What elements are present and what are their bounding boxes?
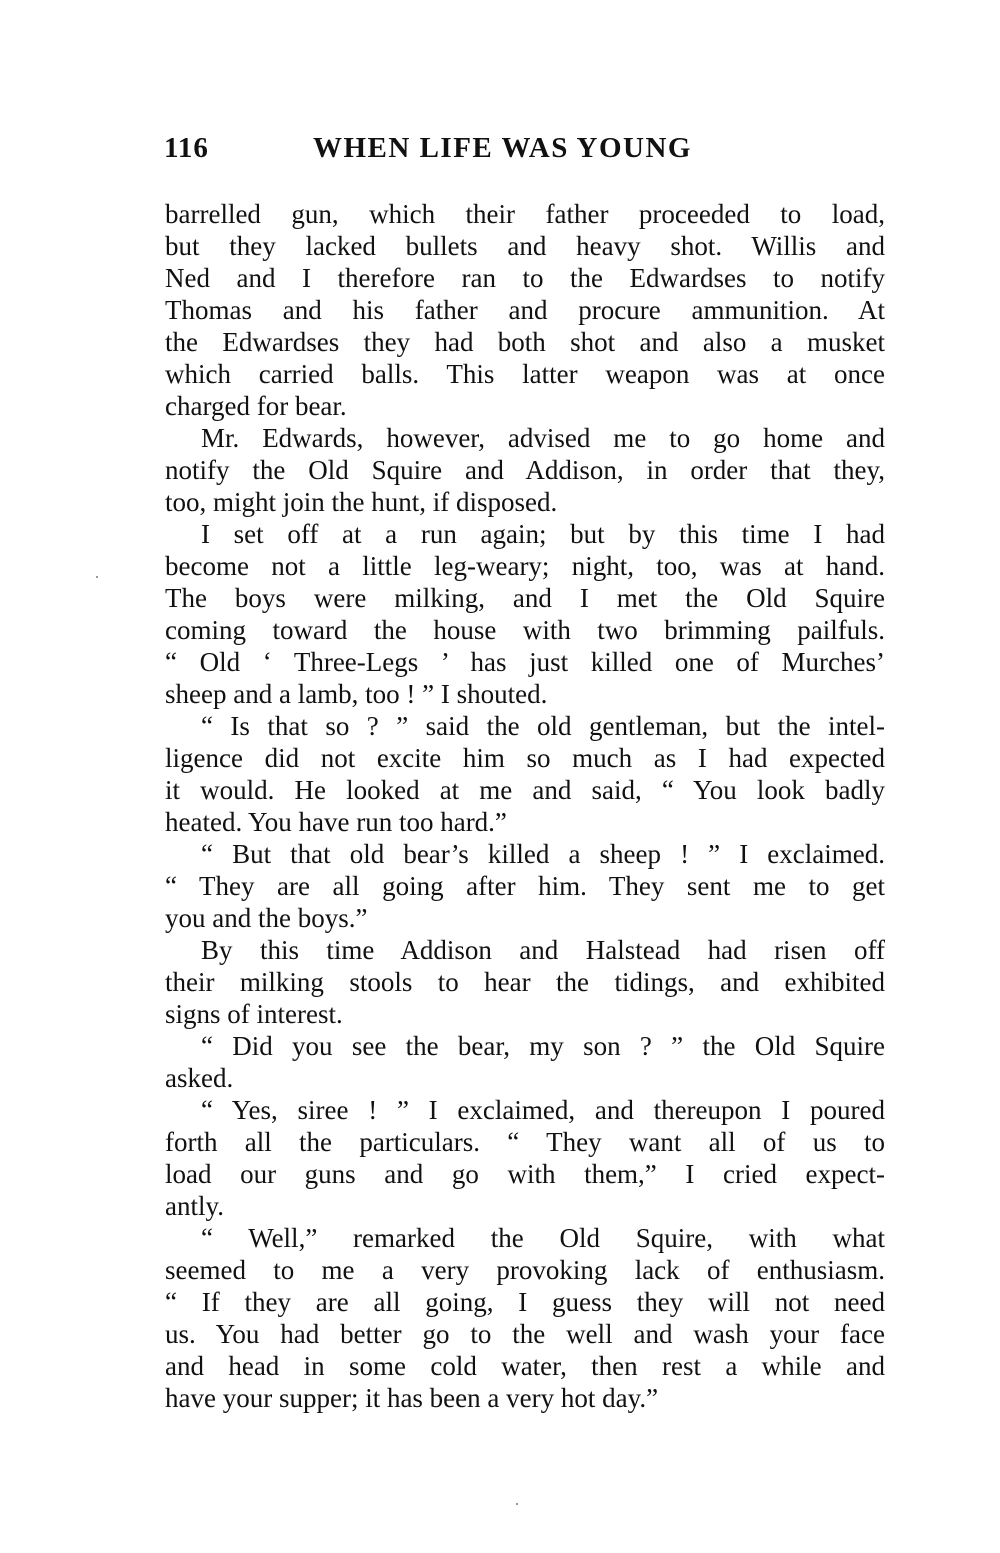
book-title: WHEN LIFE WAS YOUNG [313,132,692,164]
text-line: become not a little leg-weary; night, too, was at hand. [165,551,885,581]
text-line: “ If they are all going, I guess they will not need [165,1287,885,1317]
text-line: asked. [165,1063,234,1093]
text-line: coming toward the house with two brimming pailfuls. [165,615,885,645]
text-line: “ Yes, siree ! ” I exclaimed, and thereupon I poured [201,1095,885,1125]
text-line: The boys were milking, and I met the Old Squire [165,583,885,613]
text-line: us. You had better go to the well and wash your face [165,1319,885,1349]
text-line: which carried balls. This latter weapon was at once [165,359,885,389]
text-line: Thomas and his father and procure ammunition. At [165,295,885,325]
text-line: “ Is that so ? ” said the old gentleman, but the intel- [201,711,885,741]
text-line: and head in some cold water, then rest a while and [165,1351,885,1381]
text-line: notify the Old Squire and Addison, in order that they, [165,455,885,485]
text-line: their milking stools to hear the tidings, and exhibited [165,967,885,997]
text-line: you and the boys.” [165,903,368,933]
text-line: heated. You have run too hard.” [165,807,507,837]
text-line: “ Old ‘ Three-Legs ’ has just killed one of Murches’ [165,647,885,677]
text-line: barrelled gun, which their father proceeded to load, [165,199,885,229]
text-line: sheep and a lamb, too ! ” I shouted. [165,679,548,709]
text-line: it would. He looked at me and said, “ You look badly [165,775,885,805]
text-line: but they lacked bullets and heavy shot. Willis and [165,231,885,261]
text-line: By this time Addison and Halstead had risen off [201,935,885,965]
text-line: seemed to me a very provoking lack of enthusiasm. [165,1255,885,1285]
text-line: “ Well,” remarked the Old Squire, with what [201,1223,885,1253]
margin-speck [516,1503,518,1505]
text-line: charged for bear. [165,391,347,421]
running-head [164,126,884,170]
page-number: 116 [164,132,209,164]
text-line: “ They are all going after him. They sent me to get [165,871,885,901]
text-line: forth all the particulars. “ They want all of us to [165,1127,885,1157]
text-line: signs of interest. [165,999,343,1029]
text-line: Mr. Edwards, however, advised me to go home and [201,423,885,453]
text-line: the Edwardses they had both shot and also a musket [165,327,885,357]
text-line: ligence did not excite him so much as I had expected [165,743,885,773]
text-line: I set off at a run again; but by this time I had [201,519,885,549]
margin-speck [96,576,98,578]
text-line: “ But that old bear’s killed a sheep ! ” I exclaimed. [201,839,885,869]
text-line: Ned and I therefore ran to the Edwardses to notify [165,263,885,293]
text-line: have your supper; it has been a very hot day.” [165,1383,659,1413]
text-line: load our guns and go with them,” I cried expect- [165,1159,885,1189]
text-line: too, might join the hunt, if disposed. [165,487,558,517]
text-line: “ Did you see the bear, my son ? ” the Old Squire [201,1031,885,1061]
body-text [165,198,885,1414]
text-line: antly. [165,1191,224,1221]
